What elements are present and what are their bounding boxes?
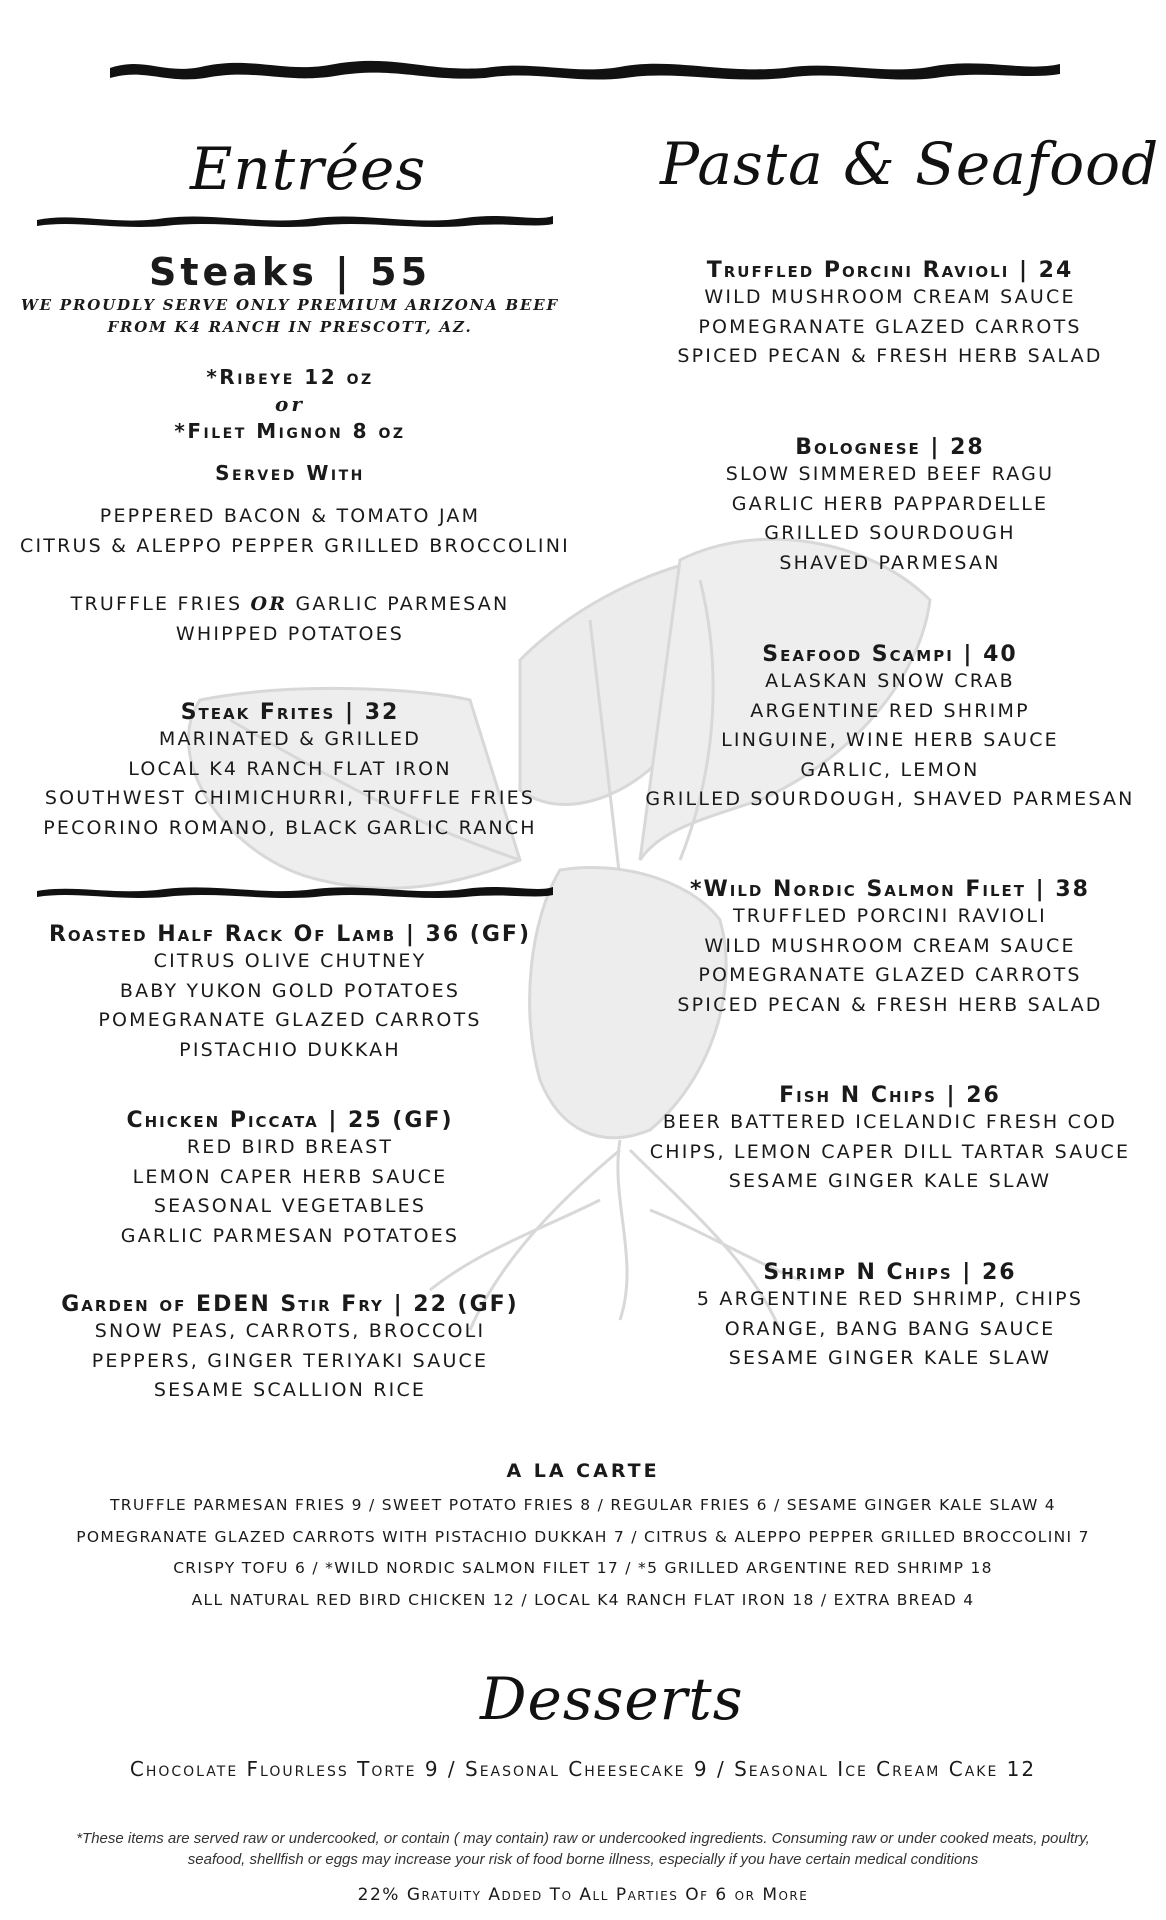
steak-side-line: PEPPERED BACON & TOMATO JAM — [99, 505, 481, 527]
menu-item-line: SOUTHWEST CHIMICHURRI, TRUFFLE FRIES — [44, 787, 536, 809]
menu-item-line: PECORINO ROMANO, BLACK GARLIC RANCH — [43, 816, 537, 839]
menu-item-line: SPICED PECAN & FRESH HERB SALAD — [677, 345, 1103, 367]
served-with-title: Served With — [215, 461, 365, 485]
menu-item-line: SEASONAL VEGETABLES — [153, 1195, 427, 1217]
menu-item-line: GARLIC HERB PAPPARDELLE — [731, 492, 1049, 515]
a-la-carte-title: A LA CARTE — [506, 1460, 660, 1482]
steak-potato-line: WHIPPED POTATOES — [175, 622, 405, 645]
ribeye-cut: *Ribeye 12 oz — [206, 365, 374, 389]
garlic-parmesan-text: GARLIC PARMESAN — [287, 593, 510, 615]
truffle-fries-text: TRUFFLE FRIES — [70, 593, 251, 615]
menu-item-line: 5 ARGENTINE RED SHRIMP, CHIPS — [696, 1288, 1084, 1310]
bolognese-item — [630, 435, 1150, 578]
menu-item-line: WILD MUSHROOM CREAM SAUCE — [704, 286, 1076, 308]
brush-divider-top — [105, 48, 1065, 88]
brush-divider-entrees — [35, 208, 555, 232]
menu-item-line: ARGENTINE RED SHRIMP — [750, 699, 1030, 722]
steaks-title: Steaks | 55 — [148, 250, 432, 294]
lamb-item — [20, 922, 560, 1065]
menu-item-line: LOCAL K4 RANCH FLAT IRON — [128, 757, 452, 780]
menu-item-line: SESAME GINGER KALE SLAW — [728, 1347, 1052, 1369]
steak-potato-line — [20, 590, 560, 620]
chicken-piccata-item — [20, 1108, 560, 1251]
menu-item-title: *Wild Nordic Salmon Filet | 38 — [690, 877, 1090, 902]
entrees-heading: Entrées — [190, 135, 427, 203]
shrimp-n-chips-item — [630, 1260, 1150, 1374]
menu-item-line: GRILLED SOURDOUGH — [764, 522, 1016, 544]
menu-item-line: PEPPERS, GINGER TERIYAKI SAUCE — [91, 1349, 489, 1372]
health-notice — [20, 1828, 1146, 1870]
menu-item-line: SHAVED PARMESAN — [779, 551, 1001, 574]
a-la-carte-line: POMEGRANATE GLAZED CARROTS WITH PISTACHIO DUKKAH 7 / CITRUS & ALEPPO PEPPER GRILLED BROCCOLINI 7 — [76, 1527, 1090, 1546]
brush-divider-left — [35, 880, 555, 902]
menu-item-line: RED BIRD BREAST — [186, 1136, 394, 1158]
notice-line: *These items are served raw or undercooked, or contain ( may contain) raw or undercooked ingredients. Consuming raw or under cooked meats, poultry, — [76, 1830, 1090, 1847]
menu-item-title: Seafood Scampi | 40 — [762, 642, 1018, 667]
steak-side-line: CITRUS & ALEPPO PEPPER GRILLED BROCCOLINI — [20, 534, 570, 557]
menu-item-line: SNOW PEAS, CARROTS, BROCCOLI — [94, 1320, 486, 1342]
pasta-seafood-heading: Pasta & Seafood — [660, 130, 1160, 198]
desserts-line: Chocolate Flourless Torte 9 / Seasonal Cheesecake 9 / Seasonal Ice Cream Cake 12 — [129, 1757, 1037, 1781]
gratuity-notice — [0, 1885, 1166, 1905]
menu-item-line: GARLIC PARMESAN POTATOES — [120, 1224, 460, 1247]
menu-item-line: POMEGRANATE GLAZED CARROTS — [698, 964, 1082, 986]
menu-item-line: SPICED PECAN & FRESH HERB SALAD — [677, 993, 1103, 1016]
a-la-carte-line: TRUFFLE PARMESAN FRIES 9 / SWEET POTATO FRIES 8 / REGULAR FRIES 6 / SESAME GINGER KALE SLAW 4 — [110, 1496, 1056, 1514]
menu-item-line: CITRUS OLIVE CHUTNEY — [153, 950, 427, 972]
a-la-carte-section — [0, 1460, 1166, 1616]
menu-item-line: LEMON CAPER HERB SAUCE — [132, 1165, 448, 1188]
menu-item-line: BEER BATTERED ICELANDIC FRESH COD — [662, 1111, 1118, 1133]
menu-item-line: ORANGE, BANG BANG SAUCE — [724, 1317, 1056, 1340]
menu-item-title: Truffled Porcini Ravioli | 24 — [706, 258, 1074, 283]
menu-item-line: SESAME GINGER KALE SLAW — [728, 1170, 1052, 1192]
a-la-carte-line: CRISPY TOFU 6 / *WILD NORDIC SALMON FILET 17 / *5 GRILLED ARGENTINE RED SHRIMP 18 — [173, 1559, 993, 1577]
menu-item-title: Steak Frites | 32 — [180, 700, 400, 725]
steaks-tagline-2: FROM K4 RANCH IN PRESCOTT, AZ. — [107, 318, 473, 336]
menu-item-title: Fish N Chips | 26 — [779, 1083, 1001, 1108]
fish-n-chips-item — [630, 1083, 1150, 1197]
menu-item-line: TRUFFLED PORCINI RAVIOLI — [733, 905, 1047, 927]
desserts-section — [0, 1757, 1166, 1781]
menu-item-title: Shrimp N Chips | 26 — [763, 1260, 1017, 1285]
menu-item-line: POMEGRANATE GLAZED CARROTS — [698, 315, 1082, 338]
stir-fry-item — [20, 1292, 560, 1406]
notice-line: seafood, shellfish or eggs may increase your risk of food borne illness, especially if you have certain medical conditions — [187, 1851, 979, 1868]
steaks-tagline-1: WE PROUDLY SERVE ONLY PREMIUM ARIZONA BEEF — [21, 296, 559, 314]
menu-item-title: Bolognese | 28 — [795, 435, 985, 460]
menu-item-line: SESAME SCALLION RICE — [153, 1379, 427, 1401]
menu-item-line: PISTACHIO DUKKAH — [179, 1038, 401, 1061]
menu-item-title: Chicken Piccata | 25 (GF) — [126, 1108, 454, 1133]
menu-item-line: GARLIC, LEMON — [800, 758, 980, 781]
or-divider: or — [275, 392, 305, 416]
steak-frites-item — [20, 700, 560, 843]
menu-item-line: MARINATED & GRILLED — [158, 728, 422, 750]
menu-item-line: LINGUINE, WINE HERB SAUCE — [721, 729, 1059, 751]
or-emphasis: OR — [250, 593, 288, 615]
menu-item-line: WILD MUSHROOM CREAM SAUCE — [704, 934, 1076, 957]
menu-item-line: POMEGRANATE GLAZED CARROTS — [98, 1009, 482, 1031]
menu-item-line: ALASKAN SNOW CRAB — [765, 670, 1015, 692]
steaks-section — [20, 250, 570, 649]
menu-item-title: Roasted Half Rack Of Lamb | 36 (GF) — [48, 922, 532, 947]
menu-item-line: CHIPS, LEMON CAPER DILL TARTAR SAUCE — [649, 1140, 1131, 1163]
seafood-scampi-item — [630, 642, 1150, 815]
desserts-heading: Desserts — [480, 1665, 744, 1733]
menu-item-title: Garden of EDEN Stir Fry | 22 (GF) — [61, 1292, 519, 1317]
porcini-ravioli-item — [630, 258, 1150, 372]
salmon-filet-item — [630, 877, 1150, 1020]
gratuity-text: 22% Gratuity Added To All Parties Of 6 or More — [357, 1885, 809, 1905]
filet-mignon-cut: *Filet Mignon 8 oz — [174, 419, 406, 443]
menu-item-line: GRILLED SOURDOUGH, SHAVED PARMESAN — [645, 788, 1135, 810]
menu-item-line: SLOW SIMMERED BEEF RAGU — [725, 463, 1055, 485]
menu-item-line: BABY YUKON GOLD POTATOES — [119, 979, 461, 1002]
a-la-carte-line: ALL NATURAL RED BIRD CHICKEN 12 / LOCAL K4 RANCH FLAT IRON 18 / EXTRA BREAD 4 — [191, 1590, 975, 1609]
